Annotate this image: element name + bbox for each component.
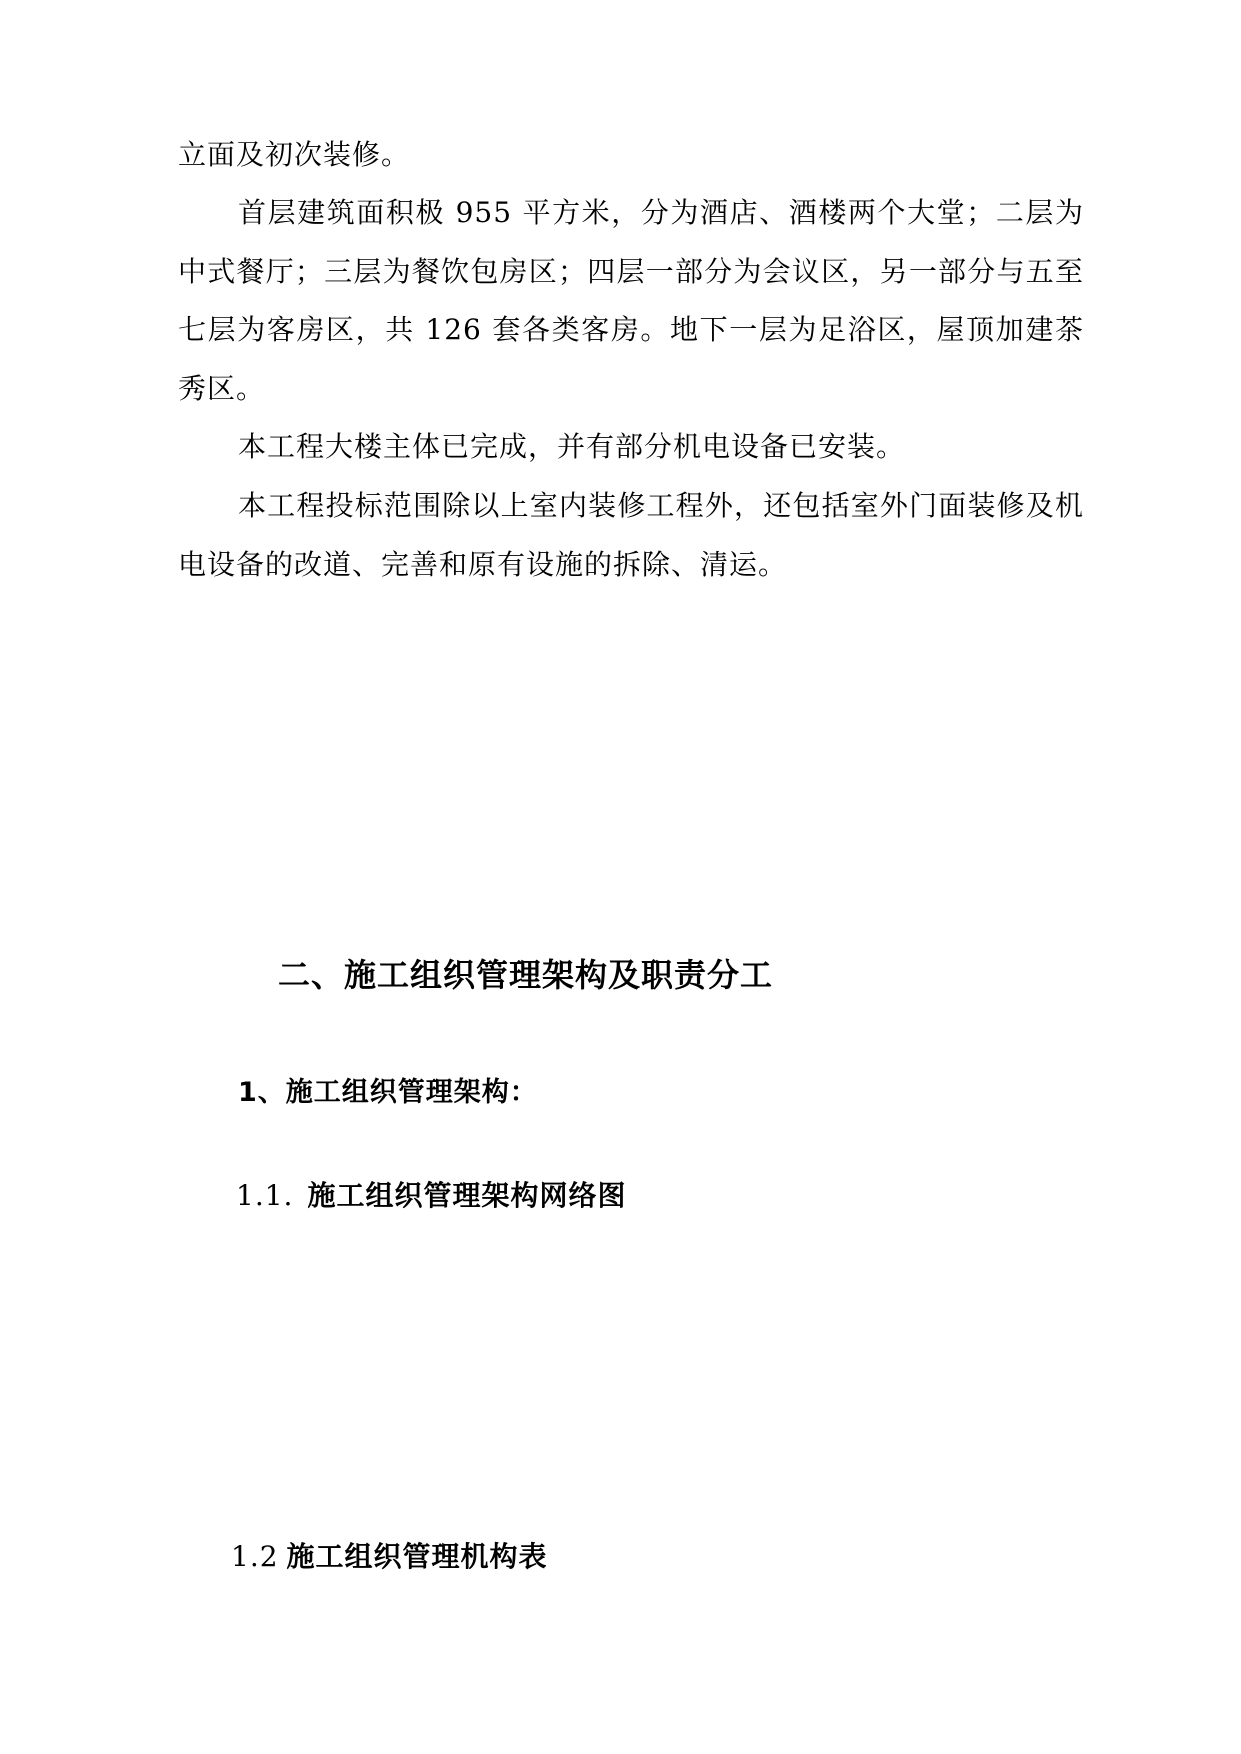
paragraph-floor-layout: 首层建筑面积极 955 平方米，分为酒店、酒楼两个大堂；二层为中式餐厅；三层为餐饮包房区；四层一部分为会议区，另一部分与五至七层为客房区，共 126 套各类客房。地下一层为足浴区，屋顶加建茶秀区。 — [178, 196, 1084, 405]
paragraph-main-structure: 本工程大楼主体已完成，并有部分机电设备已安装。 — [238, 430, 906, 463]
subsection-heading: 1、施工组织管理架构： — [238, 1077, 538, 1108]
section-heading: 二、施工组织管理架构及职责分工 — [278, 956, 774, 994]
sub-item-title: 施工组织管理架构网络图 — [307, 1179, 627, 1212]
sub-item-number: 1.2 — [231, 1540, 279, 1573]
sub-item-number: 1.1. — [236, 1179, 294, 1212]
paragraph-bid-scope: 本工程投标范围除以上室内装修工程外，还包括室外门面装修及机电设备的改道、完善和原有设施的拆除、清运。 — [178, 489, 1084, 581]
sub-item-network-diagram — [236, 1174, 626, 1218]
paragraph-continuation: 立面及初次装修。 — [178, 138, 411, 171]
sub-item-org-table — [231, 1535, 548, 1579]
sub-item-title: 施工组织管理机构表 — [286, 1540, 548, 1573]
